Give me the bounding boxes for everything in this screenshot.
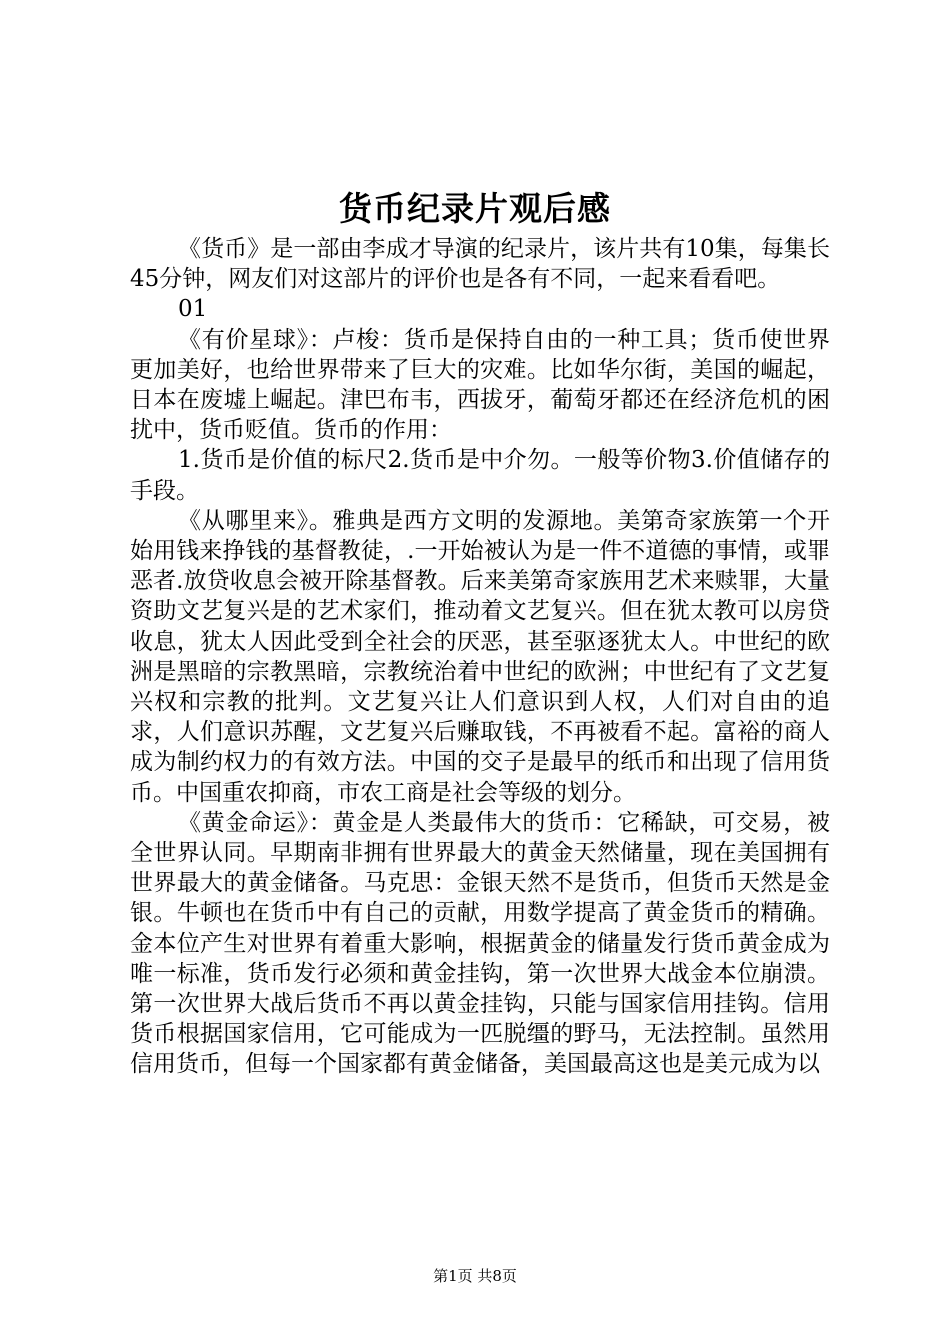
paragraph-priced-planet: 《有价星球》：卢梭：货币是保持自由的一种工具；货币使世界更加美好，也给世界带来了巨大的灾难。比如华尔街，美国的崛起，日本在废墟上崛起。津巴布韦，西拔牙，葡萄牙都还在经济危机的困扰中，货币贬值。货币的作用： bbox=[130, 326, 830, 444]
document-title: 货币纪录片观后感 bbox=[339, 189, 611, 228]
document-body bbox=[130, 234, 830, 1080]
paragraph-intro: 《货币》是一部由李成才导演的纪录片，该片共有10集，每集长45分钟，网友们对这部片的评价也是各有不同，一起来看看吧。 bbox=[130, 236, 830, 293]
section-number: 01 bbox=[178, 296, 208, 323]
paragraph-where-from: 《从哪里来》。雅典是西方文明的发源地。美第奇家族第一个开始用钱来挣钱的基督教徒，.一开始被认为是一件不道德的事情，或罪恶者.放贷收息会被开除基督教。后来美第奇家族用艺术来赎罪，大量资助文艺复兴是的艺术家们，推动着文艺复兴。但在犹太教可以房贷收息，犹太人因此受到全社会的厌恶，甚至驱逐犹太人。中世纪的欧洲是黑暗的宗教黑暗，宗教统治着中世纪的欧洲；中世纪有了文艺复兴权和宗教的批判。文艺复兴让人们意识到人权，人们对自由的追求，人们意识苏醒，文艺复兴后赚取钱，不再被看不起。富裕的商人成为制约权力的有效方法。中国的交子是最早的纸币和出现了信用货币。中国重农抑商，市农工商是社会等级的划分。 bbox=[130, 507, 830, 806]
page-footer: 第1页 共8页 bbox=[433, 1267, 517, 1285]
paragraph-gold-destiny: 《黄金命运》：黄金是人类最伟大的货币：它稀缺，可交易，被全世界认同。早期南非拥有世界最大的黄金天然储量，现在美国拥有世界最大的黄金储备。马克思：金银天然不是货币，但货币天然是金银。牛顿也在货币中有自己的贡献，用数学提高了黄金货币的精确。金本位产生对世界有着重大影响，根据黄金的储量发行货币黄金成为唯一标准，货币发行必须和黄金挂钩，第一次世界大战金本位崩溃。第一次世界大战后货币不再以黄金挂钩，只能与国家信用挂钩。信用货币根据国家信用，它可能成为一匹脱缰的野马，无法控制。虽然用信用货币，但每一个国家都有黄金储备，美国最高这也是美元成为以 bbox=[130, 809, 830, 1078]
paragraph-money-functions: 1.货币是价值的标尺2.货币是中介勿。一般等价物3.价值储存的手段。 bbox=[130, 447, 830, 504]
